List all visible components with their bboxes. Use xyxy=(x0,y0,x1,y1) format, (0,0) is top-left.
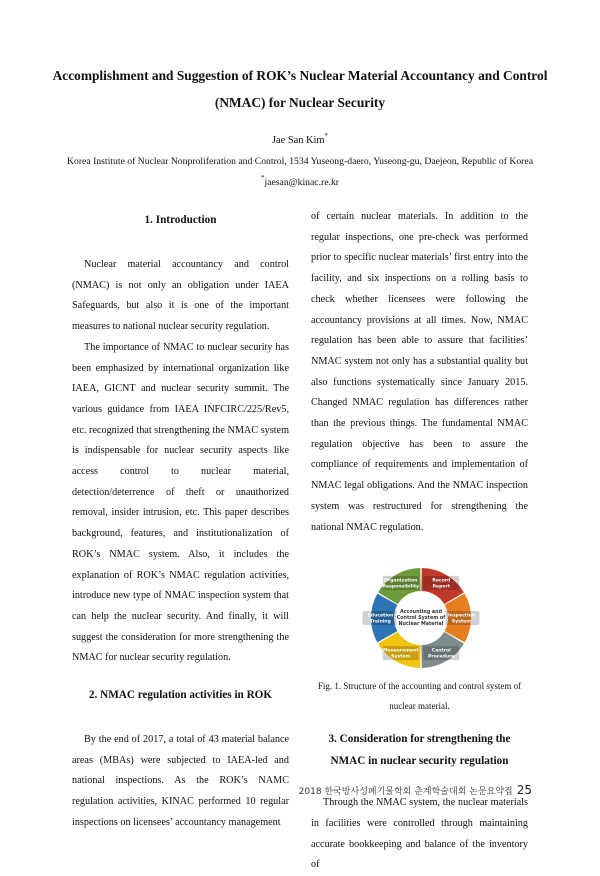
paper-title-line1: Accomplishment and Suggestion of ROK’s Nuclear Material Accountancy and Control xyxy=(52,68,548,83)
paper-title xyxy=(40,62,560,116)
center-label: Nuclear Material xyxy=(398,622,444,628)
section-heading-consideration-line2: NMAC in nuclear security regulation xyxy=(330,755,509,768)
affiliation: Korea Institute of Nuclear Nonproliferation and Control, 1534 Yuseong-daero, Yuseong-gu, Daejeon, Republic of Korea xyxy=(66,156,534,167)
footer-proceedings: 2018 한국방사성폐기물학회 춘계학술대회 논문요약집 xyxy=(298,787,513,797)
section-3 xyxy=(311,728,528,876)
intro-paragraph-1: Nuclear material accountancy and control (NMAC) is not only an obligation under IAEA Safeguards, but also it is one of the important measures to national nuclear security regulation. xyxy=(72,259,289,333)
segment-label: Inspection xyxy=(447,613,476,619)
nmac-structure-diagram xyxy=(351,563,491,673)
author-email xyxy=(40,176,560,189)
left-column xyxy=(72,207,289,834)
segment-label: Responsibility xyxy=(382,584,420,590)
segment-label: Measurement xyxy=(382,648,419,654)
section-heading-consideration xyxy=(311,728,528,772)
section-heading-activities: 2. NMAC regulation activities in ROK xyxy=(88,689,273,702)
segment-label: System xyxy=(391,654,411,660)
email-mark: * xyxy=(260,174,265,182)
center-label: Control System of xyxy=(396,616,446,622)
figure-caption-line2: nuclear material. xyxy=(389,701,450,712)
intro-paragraph-2: The importance of NMAC to nuclear security has been emphasized by international organization like IAEA, GICNT and nuclear security summit. The various guidance from IAEA INFCIRC/225/Rev5, etc. recognized that strengthening the NMAC system is indispensable for nuclear security aspects like access control to nuclear material, detection/deterrence of theft or unauthorized removal, insider intrusion, etc. This paper describes background, features, and institutionalization of ROK’s NMAC system. Also, it includes the explanation of ROK’s NMAC regulation activities, introduce new type of NMAC inspection system that can help the nuclear security. And finally, it will suggest the consideration for more strengthening the NMAC for nuclear security regulation. xyxy=(72,341,289,664)
section-heading-consideration-line1: 3. Consideration for strengthening the xyxy=(328,733,511,746)
paper-title-line2: (NMAC) for Nuclear Security xyxy=(214,95,386,110)
segment-label: Record xyxy=(432,578,451,584)
figure-1 xyxy=(311,563,528,673)
figure-caption-line1: Fig. 1. Structure of the accounting and control system of xyxy=(317,681,522,692)
segment-label: Procedure xyxy=(427,654,455,660)
activities-paragraph-continued: of certain nuclear materials. In addition to the regular inspections, one pre-check was performed prior to specific nuclear materials’ first entry into the facility, and six inspections on a rolling basis to check whether licensees were following the accountancy provisions at all times. Now, NMAC regulation has been able to assure that facilities’ NMAC system not only has a substantial quality but also functions systematically since January 2015. Changed NMAC regulation has differences rather than the previous things. The fundamental NMAC regulation objective has been to assure the compliance of requirements and implementation of NMAC legal obligations. And the NMAC inspection system was restructured for strengthening the national NMAC regulation. xyxy=(311,211,528,533)
figure-caption xyxy=(311,676,528,716)
segment-label: System xyxy=(451,619,472,625)
activities-paragraph-1: By the end of 2017, a total of 43 material balance areas (MBAs) were subjected to IAEA-led and national inspections. As the ROK’s NAMC regulation activities, KINAC performed 10 regular inspections on licensees’ accountancy management xyxy=(72,734,289,828)
right-column xyxy=(311,207,528,876)
segment-label: Organization xyxy=(384,578,418,584)
email-address: jaesan@kinac.re.kr xyxy=(264,177,340,188)
consideration-paragraph-1: Through the NMAC system, the nuclear materials in facilities were controlled through maintaining accurate bookkeeping and balance of the inventory of xyxy=(311,797,528,871)
author-mark: * xyxy=(324,132,329,140)
segment-label: Control xyxy=(431,648,451,654)
center-label: Accounting and xyxy=(399,610,443,616)
author xyxy=(40,134,560,148)
segment-label: Report xyxy=(432,584,451,590)
segment-label: Training xyxy=(370,619,391,625)
author-name: Jae San Kim xyxy=(271,135,325,146)
page-footer xyxy=(299,783,532,797)
page-number: 25 xyxy=(516,783,532,797)
segment-label: Education xyxy=(367,613,394,619)
section-heading-introduction: 1. Introduction xyxy=(144,214,217,226)
